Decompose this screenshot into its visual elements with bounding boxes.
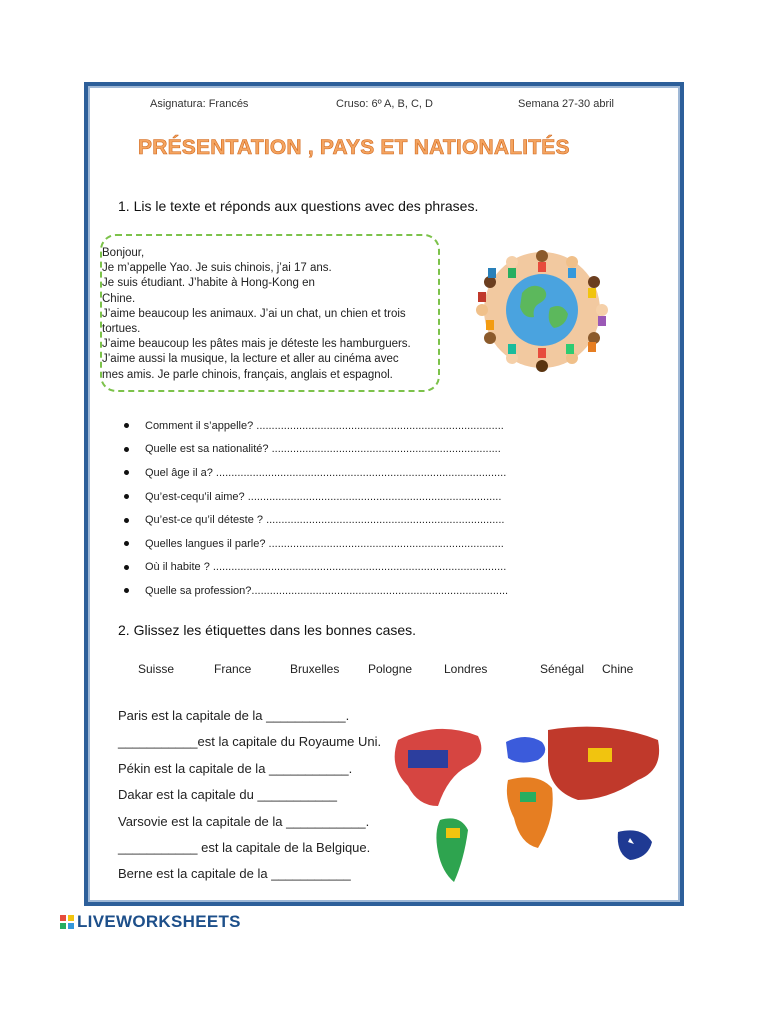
subject-label: Asignatura: Francés (150, 98, 249, 110)
flag-patch (520, 792, 536, 802)
week-label: Semana 27-30 abril (518, 98, 615, 110)
sentence-line[interactable]: Pékin est la capitale de la ___________. (118, 760, 353, 776)
text-line: Chine. (102, 292, 136, 305)
list-item (124, 414, 508, 438)
question-text: Quel âge il a? ............................................................................................... (145, 466, 507, 479)
drag-label-senegal[interactable]: Sénégal (540, 662, 585, 676)
europe-shape (506, 737, 545, 763)
list-item (124, 438, 508, 462)
question-text: Comment il s’appelle? ................................................................................. (145, 419, 504, 432)
bullet-icon (124, 470, 129, 475)
text-line: Bonjour, (102, 247, 145, 259)
sentence-line[interactable]: Varsovie est la capitale de la ___________. (118, 813, 370, 829)
sentence-line[interactable]: Dakar est la capitale du ___________ (118, 787, 337, 803)
children-globe-illustration (462, 238, 622, 378)
bullet-icon (124, 423, 129, 428)
south-america-shape (436, 818, 468, 882)
logo-icon (60, 915, 74, 929)
text-line: Je m’appelle Yao. Je suis chinois, j’ai 17 ans. (102, 262, 332, 275)
bullet-icon (124, 494, 129, 499)
capital-sentences (118, 708, 381, 893)
question-text: Quelles langues il parle? ............................................................................. (145, 537, 504, 550)
worksheet-page (84, 82, 684, 906)
flag-patch (588, 748, 612, 762)
list-item (124, 508, 508, 532)
question-list (124, 414, 508, 603)
australia-shape (618, 830, 652, 860)
drag-label-pologne[interactable]: Pologne (368, 662, 413, 676)
asia-shape (548, 727, 659, 800)
globe-icon (506, 274, 578, 346)
text-line: J’aime beaucoup les pâtes mais je déteste les hamburguers. (102, 338, 411, 351)
bullet-icon (124, 565, 129, 570)
flag-patch (446, 828, 460, 838)
bullet-icon (124, 541, 129, 546)
liveworksheets-logo (60, 912, 241, 932)
list-item (124, 532, 508, 556)
brand-name: LIVEWORKSHEETS (77, 912, 241, 931)
list-item (124, 579, 508, 603)
drag-label-bruxelles[interactable]: Bruxelles (290, 662, 340, 676)
question-text: Quelle est sa nationalité? ........................................................................... (145, 443, 501, 456)
drag-label-chine[interactable]: Chine (602, 662, 634, 676)
question-text: Qu’est-cequ’il aime? ................................................................................... (145, 490, 502, 503)
flag-patch (408, 750, 448, 768)
bullet-icon (124, 518, 129, 523)
drag-label-londres[interactable]: Londres (444, 662, 488, 676)
africa-shape (507, 777, 553, 848)
question-text: Qu’est-ce qu’il déteste ? .............................................................................. (145, 514, 505, 527)
world-flags-map (388, 720, 678, 888)
text-line: J’aime beaucoup les animaux. J’ai un chat, un chien et trois (102, 307, 406, 320)
section1-heading: 1. Lis le texte et réponds aux questions avec des phrases. (118, 198, 479, 214)
bullet-icon (124, 588, 129, 593)
section2-heading: 2. Glissez les étiquettes dans les bonnes cases. (118, 622, 417, 638)
question-text: Où il habite ? ................................................................................................ (145, 561, 507, 574)
sentence-line[interactable]: Paris est la capitale de la ___________. (118, 708, 350, 723)
bullet-icon (124, 447, 129, 452)
worksheet-title: PRÉSENTATION , PAYS ET NATIONALITÉS (138, 136, 570, 159)
sentence-line[interactable]: ___________est la capitale du Royaume Uni. (118, 734, 382, 750)
course-label: Cruso: 6º A, B, C, D (336, 98, 433, 110)
question-text: Quelle sa profession?.................................................................................... (145, 584, 509, 597)
drag-label-suisse[interactable]: Suisse (138, 662, 175, 676)
sentence-line[interactable]: ___________ est la capitale de la Belgique. (118, 839, 371, 855)
sentence-line[interactable]: Berne est la capitale de la ___________ (118, 866, 351, 882)
drag-label-france[interactable]: France (214, 662, 252, 676)
list-item (124, 461, 508, 485)
text-line: J’aime aussi la musique, la lecture et aller au cinéma avec (102, 353, 399, 366)
reading-text (102, 246, 432, 383)
text-line: mes amis. Je parle chinois, français, anglais et espagnol. (102, 368, 393, 381)
list-item (124, 556, 508, 580)
list-item (124, 485, 508, 509)
text-line: tortues. (102, 323, 141, 336)
text-line: Je suis étudiant. J’habite à Hong-Kong en (102, 277, 315, 290)
